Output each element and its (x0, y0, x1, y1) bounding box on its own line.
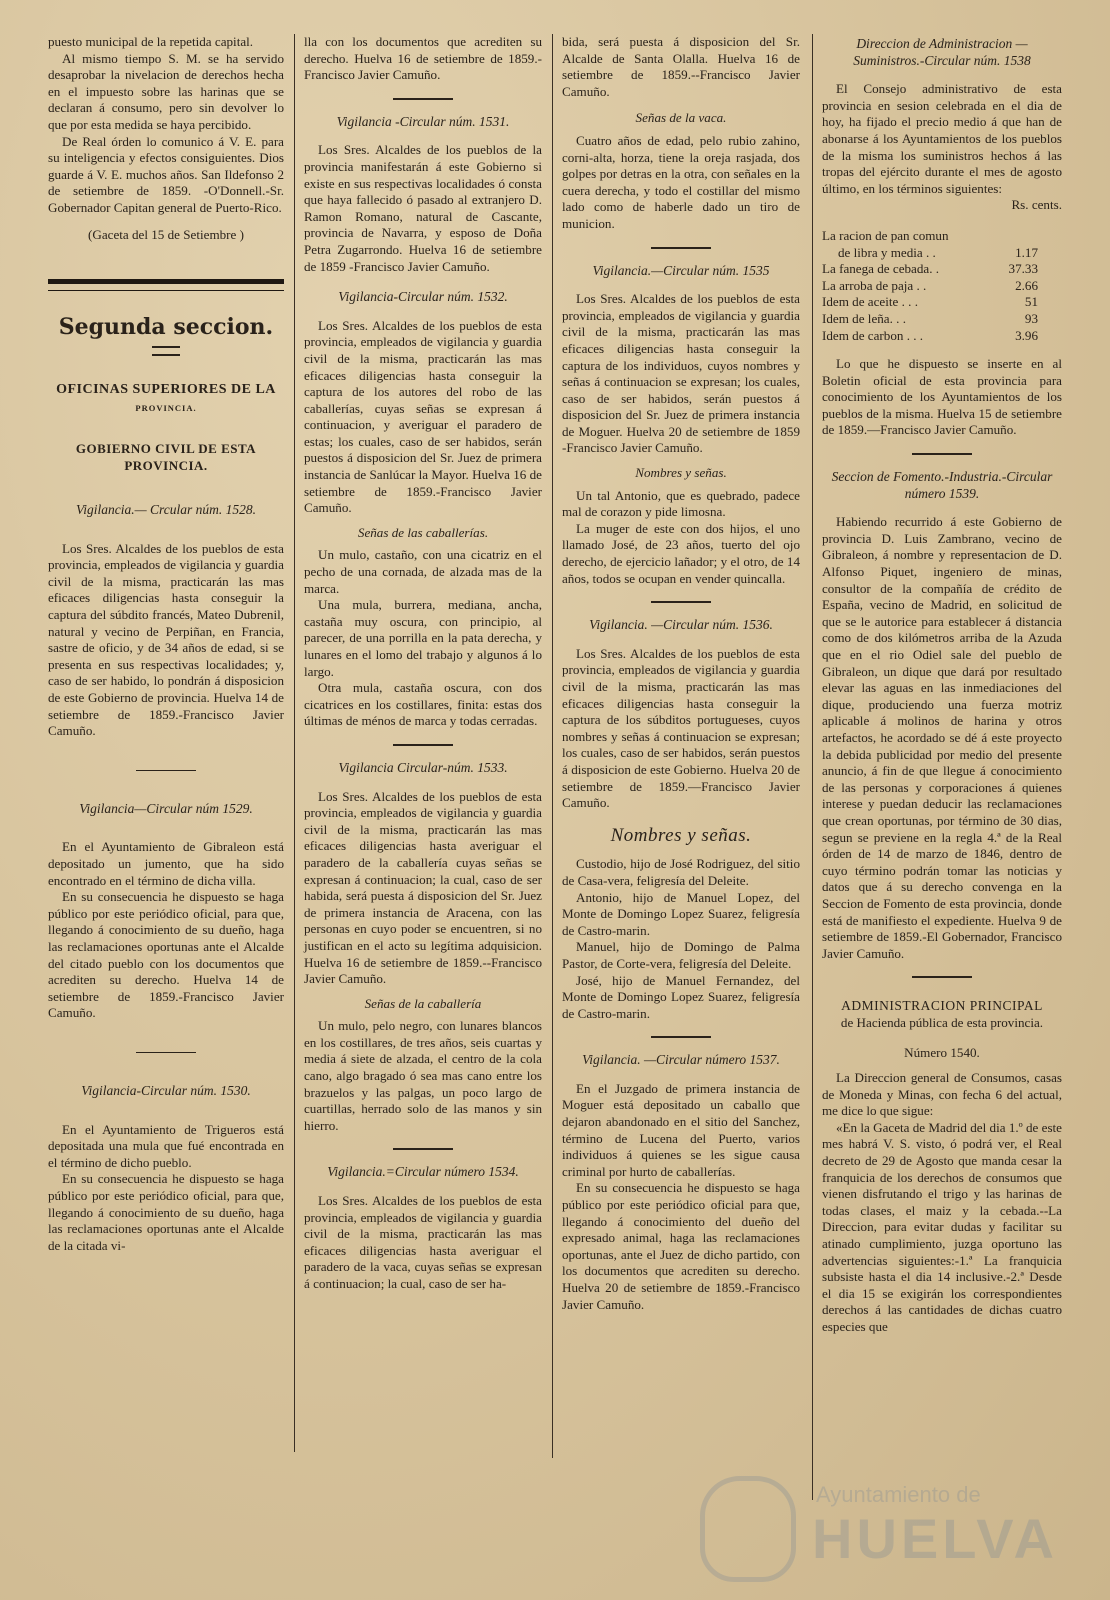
circular-1536-heading: Vigilancia. —Circular núm. 1536. (589, 617, 773, 633)
circular-1534-heading: Vigilancia.=Circular número 1534. (327, 1164, 519, 1180)
section-divider-thin (48, 290, 284, 291)
price-units: Rs. cents. (1011, 197, 1062, 213)
circular-1530-heading: Vigilancia-Circular núm. 1530. (81, 1082, 251, 1098)
circular-1532-heading: Vigilancia-Circular núm. 1532. (338, 289, 508, 305)
description-item: Cuatro años de edad, pelo rubio zahino, corni-alta, horza, tiene la oreja rasjada, dos golpes por detras en la otra, con señales en la cuera derecha, y todo el costillar del mismo lado como de haberle dado un tiro de municion. (562, 132, 800, 231)
circular-1528-heading: Vigilancia.— Crcular núm. 1528. (76, 502, 256, 518)
price-value: 93 (1024, 310, 1038, 326)
table-row (822, 245, 1062, 262)
price-item: La arroba de paja . . (822, 277, 927, 293)
paragraph: lla con los documentos que acrediten su derecho. Huelva 16 de setiembre de 1859.-Francisco Javier Camuño. (304, 34, 542, 83)
description-item: Un mulo, pelo negro, con lunares blancos en los costillares, de tres años, seis cuartas y media á siete de alzada, el centro de la cola cano, algo bragado ó sea mas cano entre los brazuelos y las palgas, un poco largo de cuartillas, herrado solo de las manos y sin hierro. (304, 1018, 542, 1133)
circular-1538-heading: Direccion de Administracion —Suministros.-Circular núm. 1538 (853, 36, 1031, 68)
description-item: Un mulo, castaño, con una cicatriz en el pecho de una cornada, de alzada mas de la marca. (304, 547, 542, 596)
circular-1532-text: Los Sres. Alcaldes de los pueblos de esta provincia, empleados de vigilancia y guardia civil de la misma, practicarán las mas eficaces diligencias hasta conseguir la captura de los autores del robo de las caballerías, cuyas señas se expresan á continuacion, y averiguar el paradero de estas; los cuales, caso de ser habidos, serán puestos á disposicion del Sr. Juez de primera instancia de Sanlúcar la Mayor. Huelva 16 de setiembre de 1859.-Francisco Javier Camuño. (304, 317, 542, 516)
column-rule-2 (552, 34, 553, 1458)
person-item: Custodio, hijo de José Rodriguez, del sitio de Casa-vera, feligresía del Deleite. (562, 856, 800, 888)
description-item: Otra mula, castaña oscura, con dos cicatrices en los costillares, finita: estas dos últimas de ménos de marca y todas cerradas. (304, 680, 542, 729)
column-rule-3 (812, 34, 813, 1500)
circular-1535-heading: Vigilancia.—Circular núm. 1535 (592, 262, 770, 278)
separator (393, 98, 453, 100)
circular-1528-text: Los Sres. Alcaldes de los pueblos de esta provincia, empleados de vigilancia y guardia civil de la misma, practicarán las mas eficaces diligencias hasta conseguir la captura del súbdito francés, Mateo Dubrenil, natural y vecino de Perpiñan, en Francia, sastre de oficio, y de 34 años de edad, si se presenta en sus respectivas localidades; y, caso de ser habido, lo pondrán á disposicion de este Gobierno de provincia. Huelva 14 de setiembre de 1859.-Francisco Javier Camuño. (48, 540, 284, 739)
watermark-big-text: HUELVA (812, 1507, 1058, 1570)
watermark (700, 1472, 1060, 1582)
administracion-subheading: de Hacienda pública de esta provincia. (840, 1014, 1044, 1030)
separator (651, 247, 711, 249)
circular-1537-text: En el Juzgado de primera instancia de Moguer está depositado un caballo que dejaron abandonado en el sitio del Sanchez, término de Lucena del Puerto, varios individuos á quienes se les sigue causa criminal por hurto de caballerías. (562, 1080, 800, 1179)
price-item: La racion de pan comun (822, 227, 949, 243)
description-item: Un tal Antonio, que es quebrado, padece mal de corazon y pide limosna. (562, 487, 800, 520)
section-title: Segunda seccion. (58, 314, 274, 341)
circular-1533-heading: Vigilancia Circular-núm. 1533. (338, 759, 508, 775)
paragraph: puesto municipal de la repetida capital. (48, 34, 254, 49)
paragraph: bida, será puesta á disposicion del Sr. Alcalde de Santa Olalla. Huelva 16 de setiembre de 1859.--Francisco Javier Camuño. (562, 34, 800, 99)
price-item: de libra y media . . (838, 244, 936, 260)
senas-caballeria-heading: Señas de la caballería (364, 995, 482, 1011)
paragraph: Al mismo tiempo S. M. se ha servido desaprobar la nivelacion de derechos hecha en el impuesto sobre las harinas que se declaran á consumo, pero sin devolver lo que por esta medida se haya percibido. (48, 50, 284, 132)
price-value: 37.33 (1008, 261, 1038, 277)
nombres-senas-big-heading: Nombres y señas. (610, 824, 752, 846)
circular-1538-text: El Consejo administrativo de esta provincia en sesion celebrada en el dia de hoy, ha fijado el precio medio á que han de abonarse á los Ayuntamientos de los pueblos de la misma los suministros hechos á las tropas del ejército durante el mes de agosto último, en los términos siguientes: (822, 81, 1062, 196)
circular-1540-text: «En la Gaceta de Madrid del dia 1.º de este mes habrá V. S. visto, ó podrá ver, el Real decreto de 29 de Agosto que manda cesar la franquicia de los derechos de consumos que vienen disfrutando el trigo y las harinas de todas clases, el maiz y la cebada.--La Direccion, para evitar dudas y facilitar su atinado cumplimiento, juzga oportuno las advertencias siguientes:-1.ª La franquicia subsiste hasta el dia 14 inclusive.-2.ª Desde el dia 15 se exigirán los correspondientes derechos á las cantidades de dichas cuatro especies que (822, 1119, 1062, 1334)
insertion-text: Lo que he dispuesto se inserte en al Boletin oficial de esta provincia para conocimiento de los Ayuntamientos de los pueblos de la misma. Huelva 15 de setiembre de 1859.—Francisco Javier Camuño. (822, 356, 1062, 438)
description-item: La muger de este con dos hijos, el uno llamado José, de 23 años, tuerto del ojo derecho, de ejercicio lañador; y el otro, de 14 años, todos se ocupan en vender quincalla. (562, 520, 800, 586)
table-row (822, 311, 1062, 328)
price-value: 3.96 (1015, 327, 1038, 343)
senas-vaca-heading: Señas de la vaca. (635, 110, 727, 126)
circular-1529-text: En el Ayuntamiento de Gibraleon está depositado un jumento, que ha sido encontrado en el término de dicha villa. (48, 839, 284, 888)
column-1 (48, 34, 284, 1254)
numero-1540-heading: Número 1540. (904, 1045, 980, 1061)
person-item: José, hijo de Manuel Fernandez, del Monte de Domingo Lopez Suarez, feligresía de Castro-marin. (562, 972, 800, 1021)
table-row (822, 278, 1062, 295)
nombres-senas-heading: Nombres y señas. (635, 465, 727, 481)
separator (651, 1036, 711, 1038)
person-item: Manuel, hijo de Domingo de Palma Pastor, de Corte-vera, feligresía del Deleite. (562, 939, 800, 971)
table-row (822, 228, 1062, 245)
circular-1531-heading: Vigilancia -Circular núm. 1531. (336, 113, 510, 129)
circular-1529-heading: Vigilancia—Circular núm 1529. (79, 800, 253, 816)
separator (651, 601, 711, 603)
circular-1540-text: La Direccion general de Consumos, casas de Moneda y Minas, con fecha 6 del actual, me dice lo que sigue: (822, 1070, 1062, 1119)
ornament-dash (152, 346, 180, 356)
gaceta-citation: (Gaceta del 15 de Setiembre ) (88, 226, 244, 242)
price-item: Idem de leña. . . (822, 310, 906, 326)
shield-icon (700, 1476, 796, 1582)
price-item: Idem de carbon . . . (822, 327, 924, 343)
circular-1539-text: Habiendo recurrido á este Gobierno de provincia D. Luis Zambrano, vecino de Gibraleon, á nombre y representacion de D. Alfonso Piquet, ingeniero de minas, consultor de la compañía de crédito de España, vecino de Madrid, en solicitud de que se le autorice para establecer á distancia como de dos kilómetros arriba de la Azuda que en el rio Odiel sale del pueblo de Gibraleon, un dique que dará por resultado elevar las aguas en las inmediaciones del dique, produciendo una fuerza motriz aplicable á molinos de harina y otros artefactos, he acordado se dé á este proyecto la debida publicidad por medio del presente anuncio, á fin de que llegue á conocimiento de las personas y corporaciones á quienes interese y puedan deducir las reclamaciones que crean oportunas, por término de 30 dias, segun se previene en la regla 4.ª de la Real órden de 14 de marzo de 1846, dentro de cuyo término podrán tomar las noticias y datos que á su derecho convenga en la Seccion de Fomento de esta provincia, donde está de manifiesto el expediente. Huelva 9 de setiembre de 1859.-El Gobernador, Francisco Javier Camuño. (822, 514, 1062, 961)
circular-1537-text: En su consecuencia he dispuesto se haga público por este periódico oficial para que, llegando á conocimiento del dueño del expresado animal, haga las reclamaciones oportunas, ante el Juez de dicho partido, con los documentos que acrediten su derecho. Huelva 20 de setiembre de 1859.-Francisco Javier Camuño. (562, 1180, 800, 1312)
separator (136, 770, 196, 771)
description-item: Una mula, burrera, mediana, ancha, castaña muy oscura, con principio, al parecer, de una porrilla en la pata derecha, y lunares en el lomo del trabajo y algunos á lo largo. (304, 597, 542, 679)
separator (912, 976, 972, 978)
circular-1534-text: Los Sres. Alcaldes de los pueblos de esta provincia, empleados de vigilancia y guardia civil de la misma, practicarán las mas eficaces diligencias hasta averiguar el paradero de la vaca, cuyas señas se expresan á continuacion; la cual, caso de ser ha- (304, 1193, 542, 1291)
circular-1533-text: Los Sres. Alcaldes de los pueblos de esta provincia, empleados de vigilancia y guardia civil de la misma, practicarán las mas eficaces diligencias hasta averiguar el paradero de la caballería cuyas señas se expresan á continuacion; la cual, caso de ser habida, será puesta á disposicion del Sr. Juez de primera instancia de Aracena, con las personas en cuyo poder se encuentren, si no justifican en el acto su legítima adquisicion. Huelva 16 de setiembre de 1859.--Francisco Javier Camuño. (304, 788, 542, 987)
circular-1530-text: En su consecuencia he dispuesto se haga público por este periódico oficial, para que, llegando á conocimiento de su dueño, haga las reclamaciones oportunas ante el Alcalde de la citada vi- (48, 1171, 284, 1253)
provincia-heading: PROVINCIA. (135, 403, 197, 414)
separator (393, 1148, 453, 1150)
price-value: 51 (1024, 294, 1038, 310)
table-row (822, 328, 1062, 345)
price-value (991, 228, 1062, 245)
column-2 (304, 34, 542, 1293)
person-item: Antonio, hijo de Manuel Lopez, del Monte de Domingo Lopez Suarez, feligresía de Castro-marin. (562, 889, 800, 938)
separator (393, 744, 453, 746)
table-row (822, 294, 1062, 311)
price-value: 1.17 (1015, 244, 1038, 260)
column-rule-1 (294, 34, 295, 1452)
circular-1535-text: Los Sres. Alcaldes de los pueblos de esta provincia, empleados de vigilancia y guardia civil de la misma, practicarán las mas eficaces diligencias hasta conseguir la captura de los individuos, cuyos nombres y señas á continuacion se expresan; los cuales, caso de ser habidos, serán puestos á disposicion del Sr. Juez de primera instancia de Moguer. Huelva 20 de setiembre de 1859 -Francisco Javier Camuño. (562, 291, 800, 456)
price-table (822, 228, 1062, 344)
price-item: La fanega de cebada. . (822, 261, 940, 277)
separator (136, 1052, 196, 1053)
administracion-heading: ADMINISTRACION PRINCIPAL (841, 998, 1043, 1014)
gobierno-heading: GOBIERNO CIVIL DE ESTA PROVINCIA. (75, 440, 257, 473)
column-3 (562, 34, 800, 1313)
paragraph: De Real órden lo comunico á V. E. para su inteligencia y efectos consiguientes. Dios guarde á V. E. muchos años. San Ildefonso 2 de setiembre de 1859. -O'Donnell.-Sr. Gobernador Capitan general de Puerto-Rico. (48, 133, 284, 215)
column-4 (822, 34, 1062, 1336)
circular-1531-text: Los Sres. Alcaldes de los pueblos de la provincia manifestarán á este Gobierno si existe en sus respectivas localidades ó consta que haya fallecido ó pasado al extranjero D. Ramon Romano, natural de Cascante, provincia de Navarra, y esposo de Doña Petra Zugarrondo. Huelva 16 de setiembre de 1859 -Francisco Javier Camuño. (304, 142, 542, 274)
circular-1529-text: En su consecuencia he dispuesto se haga público por este periódico oficial, para que, llegando á conocimiento de su dueño, haga las reclamaciones oportunas ante el Alcalde del citado pueblo con los documentos que acrediten su derecho. Huelva 14 de setiembre de 1859.-Francisco Javier Camuño. (48, 889, 284, 1021)
circular-1539-heading: Seccion de Fomento.-Industria.-Circular número 1539. (831, 469, 1053, 501)
oficinas-heading: OFICINAS SUPERIORES DE LA (56, 381, 276, 397)
circular-1530-text: En el Ayuntamiento de Trigueros está depositada una mula que fué encontrada en el término de dicho pueblo. (48, 1121, 284, 1170)
section-divider (48, 279, 284, 284)
price-item: Idem de aceite . . . (822, 294, 918, 310)
circular-1537-heading: Vigilancia. —Circular número 1537. (582, 1052, 780, 1068)
watermark-small-text: Ayuntamiento de (816, 1482, 981, 1507)
price-value: 2.66 (1015, 277, 1038, 293)
circular-1536-text: Los Sres. Alcaldes de los pueblos de esta provincia, empleados de vigilancia y guardia civil de la misma, practicarán las mas eficaces diligencias hasta conseguir la captura de los súbditos portugueses, cuyos nombres y señas á continuacion se expresan; los cuales, caso de ser habidos, serán puestos á disposicion de este Gobierno. Huelva 20 de setiembre de 1859.—Francisco Javier Camuño. (562, 645, 800, 811)
separator (912, 453, 972, 455)
senas-caballerias-heading: Señas de las caballerías. (357, 524, 489, 540)
table-row (822, 261, 1062, 278)
